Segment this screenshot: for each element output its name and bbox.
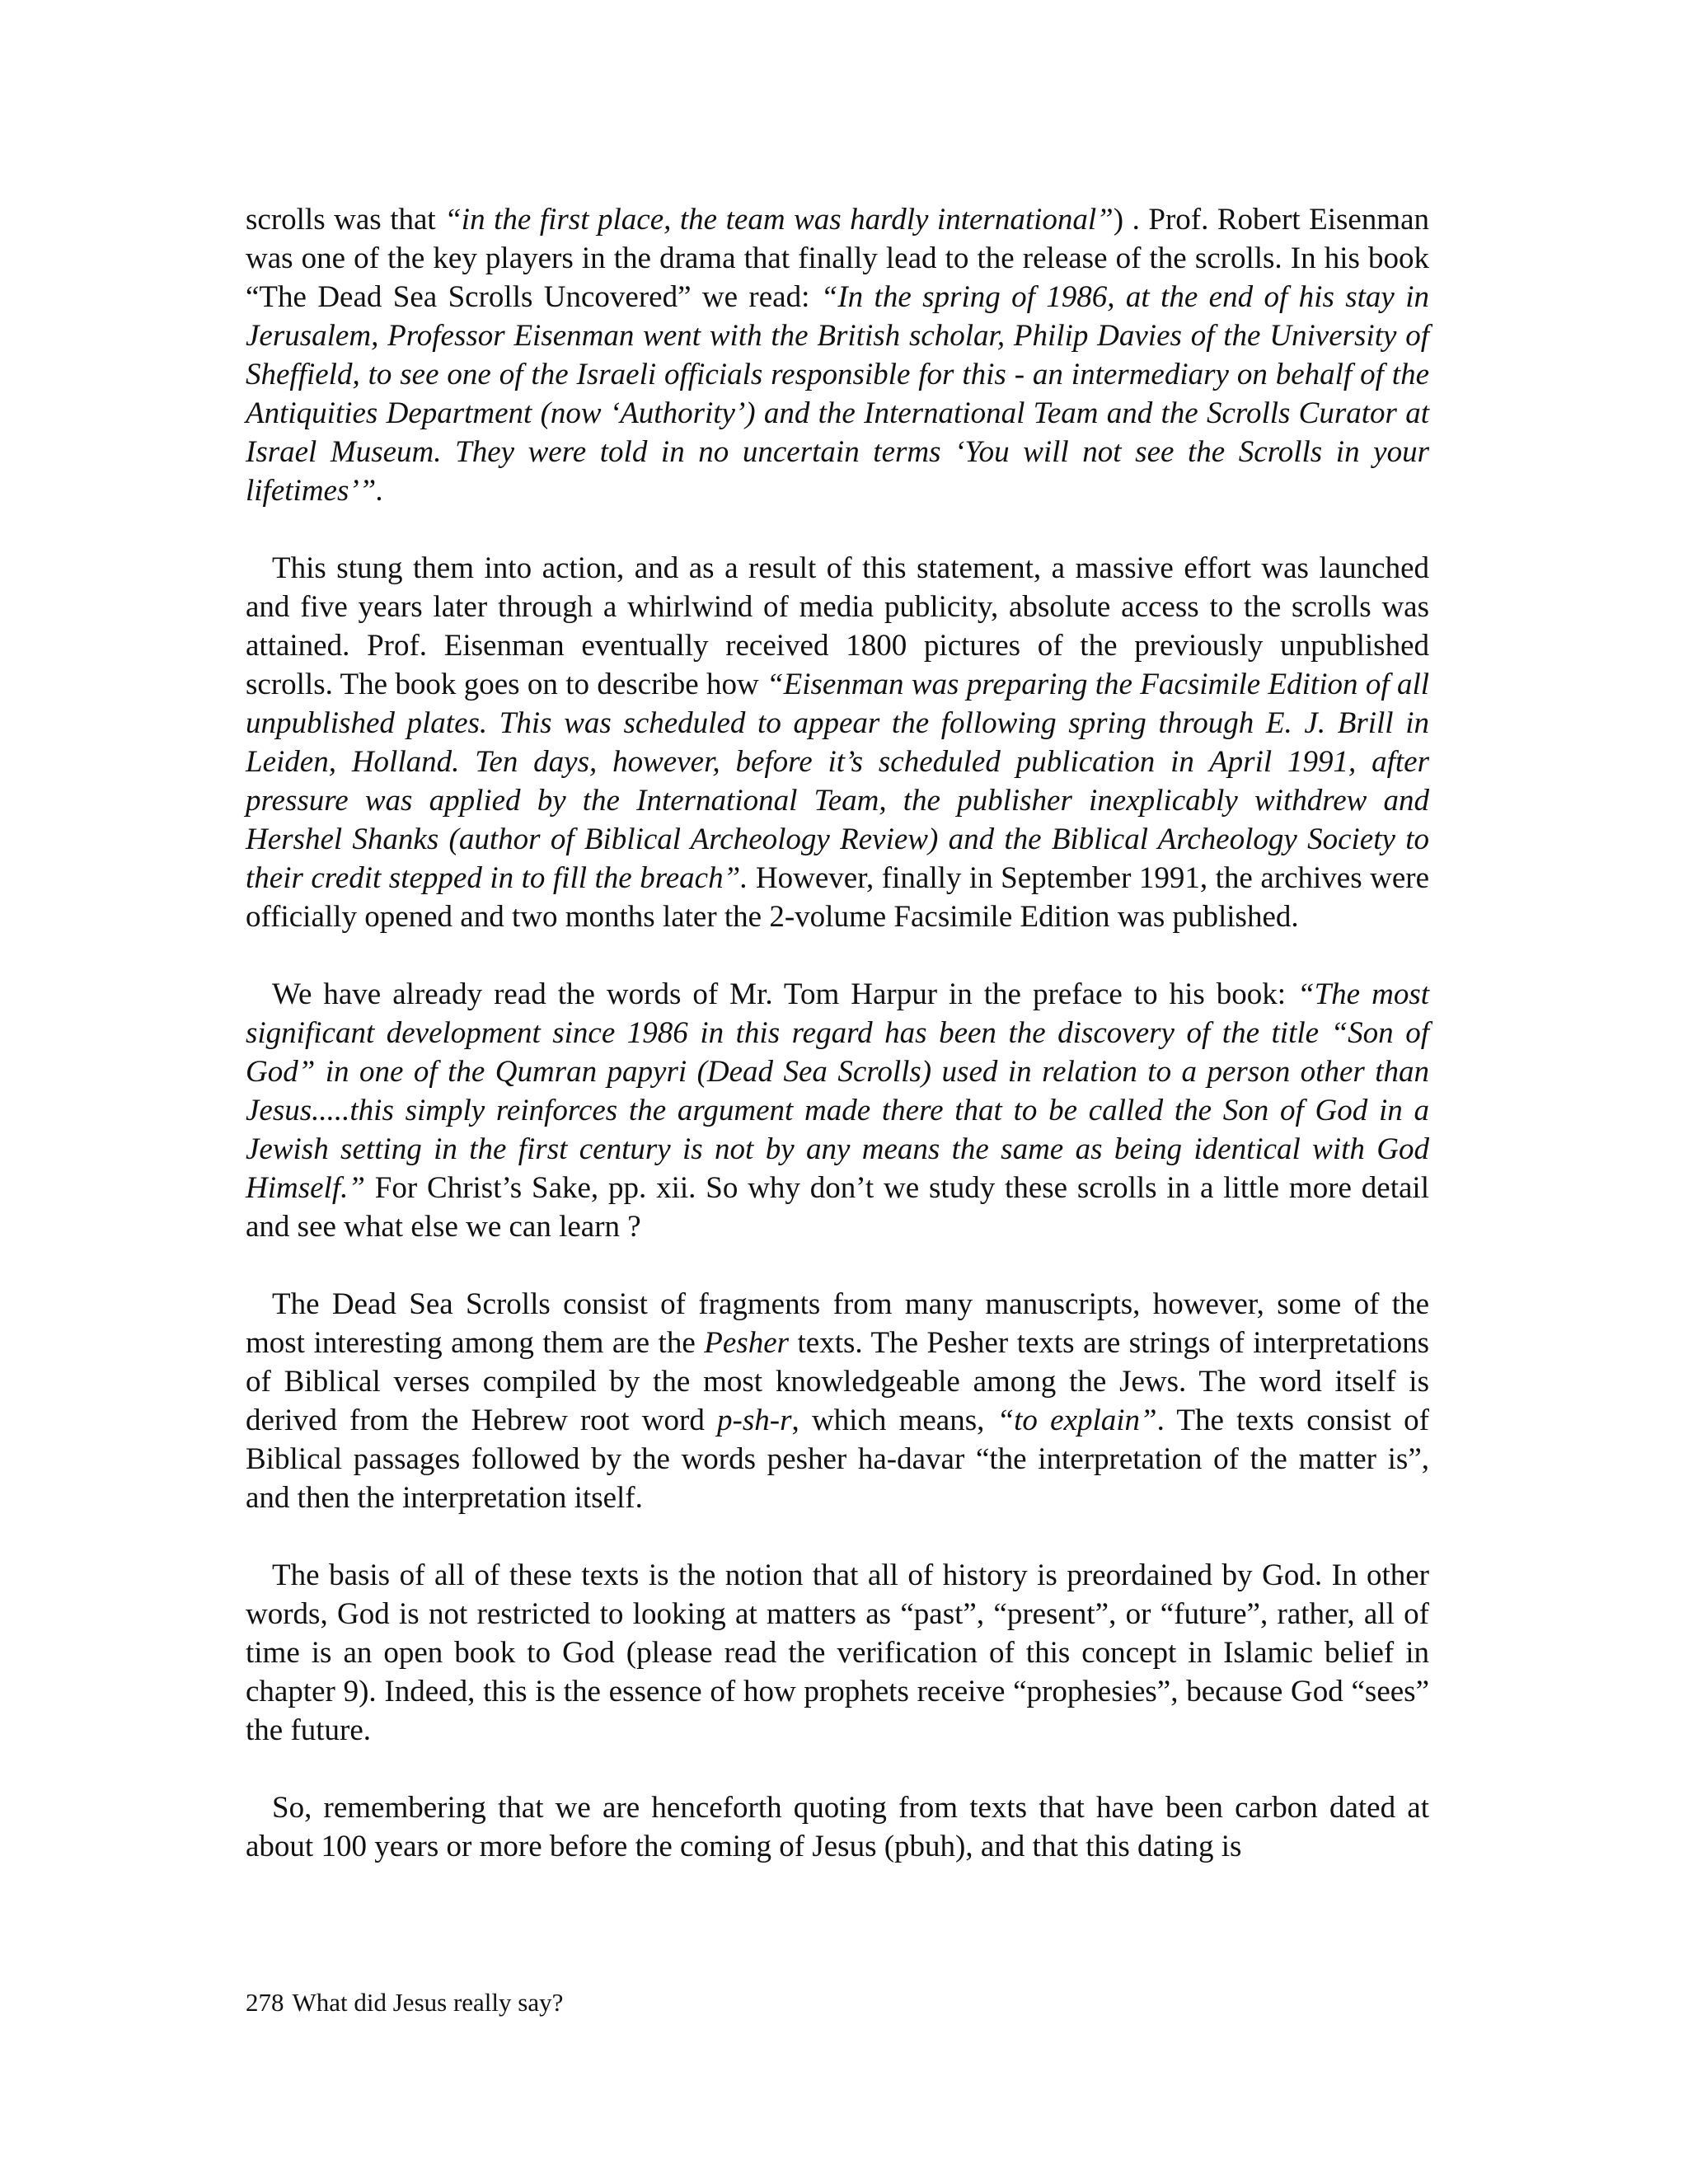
text-run: ) . Prof. Robert Eisenman was one of the key players in the drama that finally lead to the release of the scrolls. In his book “The Dead Sea Scrolls Uncovered” we read: bbox=[246, 203, 1430, 314]
page-body bbox=[246, 200, 1429, 1866]
text-run: texts. The Pesher texts are strings of interpretations of Biblical verses compiled by the most knowledgeable among the Jews. The word itself is derived from the Hebrew root word bbox=[246, 1326, 1429, 1437]
text-run: So, remembering that we are henceforth quoting from texts that have been carbon dated at about 100 years or more before the coming of Jesus (pbuh), and that this dating is bbox=[246, 1791, 1429, 1863]
page-footer bbox=[246, 1988, 563, 2018]
text-run: scrolls was that bbox=[246, 203, 445, 237]
term-run: Pesher bbox=[704, 1326, 790, 1360]
paragraph-3 bbox=[246, 975, 1429, 1246]
text-run: We have already read the words of Mr. Tom Harpur in the preface to his book: bbox=[272, 977, 1298, 1011]
page-number: 278 bbox=[246, 1988, 284, 2017]
paragraph-1 bbox=[246, 200, 1429, 510]
quote-run: “to explain” bbox=[996, 1404, 1157, 1437]
text-run: . The texts consist of Biblical passages followed by the words pesher ha-davar “the interpretation of the matter is”, and then the interpretation itself. bbox=[246, 1404, 1430, 1515]
quote-run: “in the first place, the team was hardly international” bbox=[444, 203, 1114, 237]
term-run: p-sh-r bbox=[717, 1404, 792, 1437]
text-run: , which means, bbox=[791, 1404, 997, 1437]
text-run: For Christ’s Sake, pp. xii. So why don’t we study these scrolls in a little more detail and see what else we can learn ? bbox=[246, 1171, 1429, 1244]
quote-run: “The most significant development since 1986 in this regard has been the discovery of the title “Son of God” in one of the Qumran papyri (Dead Sea Scrolls) used in relation to a person other than Jesus.....this simply reinforces the argument made there that to be called the Son of God in a Jewish setting in the first century is not by any means the same as being identical with God Himself.” bbox=[246, 977, 1430, 1205]
paragraph-2 bbox=[246, 549, 1429, 936]
quote-run: “Eisenman was preparing the Facsimile Edition of all unpublished plates. This was scheduled to appear the following spring through E. J. Brill in Leiden, Holland. Ten days, however, before it’s scheduled publication in April 1991, after pressure was applied by the International Team, the publisher inexplicably withdrew and Hershel Shanks (author of Biblical Archeology Review) and the Biblical Archeology Society to their credit stepped in to fill the breach”. bbox=[246, 668, 1430, 895]
text-run: However, finally in September 1991, the archives were officially opened and two months later the 2-volume Facsimile Edition was published. bbox=[246, 861, 1429, 934]
paragraph-6 bbox=[246, 1788, 1429, 1866]
paragraph-4 bbox=[246, 1285, 1429, 1517]
quote-run: “In the spring of 1986, at the end of his stay in Jerusalem, Professor Eisenman went with the British scholar, Philip Davies of the University of Sheffield, to see one of the Israeli officials responsible for this - an intermediary on behalf of the Antiquities Department (now ‘Authority’) and the International Team and the Scrolls Curator at Israel Museum. They were told in no uncertain terms ‘You will not see the Scrolls in your lifetimes’”. bbox=[246, 280, 1429, 508]
text-run: The Dead Sea Scrolls consist of fragments from many manuscripts, however, some of the most interesting among them are the bbox=[246, 1287, 1429, 1360]
paragraph-5 bbox=[246, 1556, 1429, 1750]
text-run: The basis of all of these texts is the notion that all of history is preordained by God. In other words, God is not restricted to looking at matters as “past”, “present”, or “future”, rather, all of time is an open book to God (please read the verification of this concept in Islamic belief in chapter 9). Indeed, this is the essence of how prophets receive “prophesies”, because God “sees” the future. bbox=[246, 1558, 1429, 1747]
book-title: What did Jesus really say? bbox=[292, 1988, 564, 2017]
text-run: This stung them into action, and as a result of this statement, a massive effort was launched and five years later through a whirlwind of media publicity, absolute access to the scrolls was attained. Prof. Eisenman eventually received 1800 pictures of the previously unpublished scrolls. The book goes on to describe how bbox=[246, 551, 1429, 701]
